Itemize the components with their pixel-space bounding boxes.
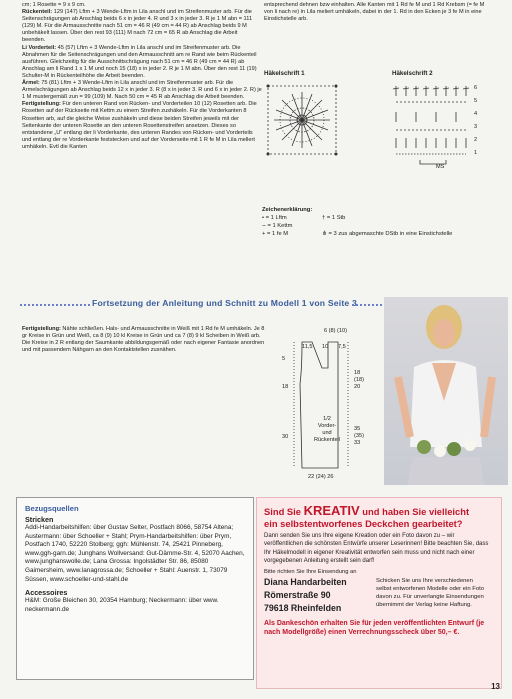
section-divider-right [352,304,382,306]
schem-bottom: 22 (24) 26 [308,474,334,480]
schem-r18: 18 (18) 20 [354,370,364,391]
bezugsquellen-box [16,497,254,680]
fertig-paragraph: Fertigstellung: Für den unteren Rand von Rücken- und Vorderteilen 10 (12) Rosetten arb. Die Rosetten auf der Rückseite mit Kettm zu einem Streifen zushäkeln. Für die Vorderkanten 8 Rosetten arb, auf die gleiche Weise zushäkeln und diese beiden Streifen jeweils mit der Seitenkante der unteren Rosette an den unteren Rosettenstreifen ansetzen. Dieses so entstandene „U“ entlang der li Vorderkante, des unteren Randes von Rücken- und Vorderteils und entlang der re Vorderkante feststecken und auf der Vorderseite mit 1 R fe M in Lila mellert umhäkeln. Evtl die Kanten [22,101,257,150]
page-number: 13 [491,682,500,691]
vorder-paragraph: Li Vorderteil: 45 (57) Lftm + 3 Wende-Lftm in Lila anschl und im Streifenmuster arb. Die Abnahmen für die Seitenschrägungen und den Armausschnitt am re Rand wie beim Rückenteil ausführen. Gleichzeitig für die Ausschnittschrägung nach 51 cm = 46 R (49 cm = 44 R) ab Anschlag am li Rand 1 x 1 M und noch 15 (18) x in jeder 2. R je 1 M abn. Über den rest 11 (19) Schulter-M in Rückenteilhöhe die Arbeit beenden. [22,44,257,79]
chain-icon: • [262,215,265,221]
accessoires-heading: Accessoires [25,588,68,598]
schem-r35: 35 (35) 33 [354,426,364,447]
instructions-column-right [264,2,492,23]
kreativ-title: Sind Sie KREATIV und haben Sie vielleicht [264,503,470,518]
chart-1-rosette [262,80,342,160]
schem-shoulder: 11,5 [302,344,313,350]
schem-shoulder2: 7,5 [338,344,346,350]
edge-paragraph: entsprechend dehnen bzw einhalten. Alle Kanten mit 1 Rd fe M und 1 Rd Krebsm (= fe M von li nach re) in Lila meliert umhäkeln, dabei in der 1. Rd in den Ecken je 3 fe M in eine Einstichstelle arb. [264,2,485,23]
chart-2-ms-label: MS [436,164,445,170]
stricken-sources: Addi-Handarbeitshilfen: über Gustav Selter, Postfach 8066, 58754 Altena; Austermann: über Schoeller + Stahl; Prym-Handarbeitshilfen: über Prym, Postfach 1740, 52220 Stolberg; ggh: Mühlenstr. 74, 25421 Pinneberg, www.ggh-garn.de; Junghans Wollversand: Gut-Dämme-Str. 4, 52070 Aachen, www.junghanswolle.de; Lana Grossa: Ingolstädter Str. 86, 85080 Gaimersheim, www.lanagrossa.de; Schoeller + Stahl: Auenstr. 1, 73079 Süssen, www.schoeller-und-stahl.de [25,524,245,583]
stricken-heading: Stricken [25,515,54,524]
sc-icon: + [262,231,266,237]
kreativ-side: Schicken Sie uns Ihre verschiedenen selbst entworfenen Modelle oder ein Foto davon zu. Für unverlangte Einsendungen übernimmt der Verlag keine Haftung. [376,577,485,609]
chart-2-grid [390,80,486,170]
chart-1-title: Häkelschrift 1 [264,70,305,77]
chart-2-title: Häkelschrift 2 [392,70,433,77]
schem-18: 18 [282,384,289,390]
schem-top: 6 (8) (10) [324,328,348,334]
accessoires-sources: H&M: Große Bleichen 30, 20354 Hamburg; Neckermann: über www. neckermann.de [25,597,219,613]
schem-label: 1/2 Vorder- und Rückenteil [313,416,341,444]
kreativ-thanks: Als Dankeschön erhalten Sie für jeden veröffentlichten Entwurf (je nach Modellgröße) einen Verrechnungsscheck über 50,– €. [264,619,485,636]
dc-icon: † [322,215,326,221]
kreativ-bitte: Bitte richten Sie Ihre Einsendung an [264,568,357,575]
ruecken-paragraph: Rückenteil: 129 (147) Lftm + 3 Wende-Lftm in Lila anschl und im Streifenmuster arb. Für die Seitenschrägungen ab Anschlag beids 6 x in jeder 4. R und 3 x in jeder 3. R je 1 M abn = 111 (129) M. Für die Armausschnitte nach 51 cm = 46 R (49 cm = 44 R) ab Anschlag beids 9 M unbehäkelt lassen. Über den rest 93 (111) M nach 72 cm = 65 R ab Anschlag die Arbeit beenden. [22,9,253,44]
chart-2-row-numbers: 6 5 4 3 2 1 [474,85,478,156]
kreativ-subtitle: ein selbstentworfenes Deckchen gearbeitet? [264,518,463,529]
section-divider-left [20,304,90,306]
kreativ-box [256,497,502,689]
bezugsquellen-title: Bezugsquellen [25,504,79,513]
instructions-column-left [22,2,262,151]
aermel-paragraph: Ärmel: 75 (81) Lftm + 3 Wende-Lftm in Lila anschl und im Streifenmuster arb. Für die Armelschrägungen ab Anschlag beids 12 x in jeder 3. R (8 x in jeder 3. R und 6 x in jeder 2. R) je 1 M mustergemäß zun = 99 (109) M. Nach 50 cm = 45 R ab Anschlag die Arbeit beenden. [22,80,262,101]
modell1-fertigstellung: Fertigstellung: Nähte schließen. Hals- und Armausschnitte in Weiß mit 1 Rd fe M umhäkeln. Je 8 gr Kreise in Grün und Weiß, ca 8 (9) 10 kl Kreise in Grün und ca 7 (8) 9 kl Scheiben in Weiß arb. Die Kreise in 2 R entlang der Saumkante abbildungsgemäß oder nach eigener Fantasie anordnen und mit passendem Nähgarn an den Kontaktstellen zusnähen. [22,326,265,354]
section-title: Fortsetzung der Anleitung und Schnitt zu Modell 1 von Seite 3 [92,298,357,308]
kreativ-address: Diana Handarbeiten Römerstraße 90 79618 Rheinfelden [264,576,347,613]
garment-schematic [272,328,382,488]
schem-5: 5 [282,356,286,362]
slip-stitch-icon: ⌢ [262,223,266,229]
kreativ-text: Dann senden Sie uns Ihre eigene Kreation oder ein Foto davon zu – wir veröffentlichen die schönsten Entwürfe unserer Leserinnen! Bitte beachten Sie, dass Ihr Häkelmodell in eigener Kreativität entworfen sein muss und nicht nach einer vorgegebenen Anleitung erstellt sein darf! [264,533,489,565]
schem-30: 30 [282,434,289,440]
model-photo [384,297,508,485]
schem-neck: 10 [322,344,329,350]
cluster-icon: ⋔ [322,231,327,237]
symbol-legend: Zeichenerklärung: • = 1 Lftm ⌢ = 1 Kettm + = 1 fe M † = 1 Stb ⋔ = 3 zus abgemaschte DStb in eine Einstichstelle [262,207,453,237]
rosette-size: cm; 1 Rosette = 9 x 9 cm. [22,2,86,8]
